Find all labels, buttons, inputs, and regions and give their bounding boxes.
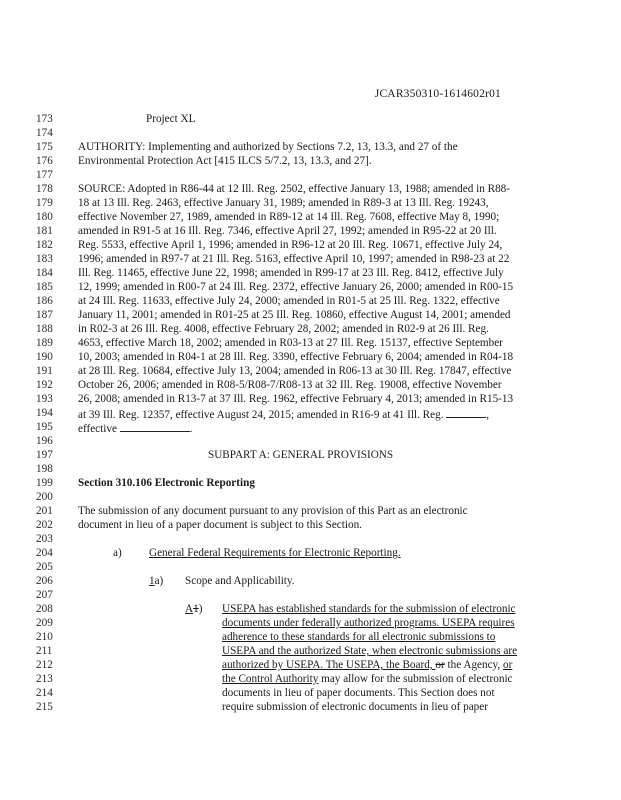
plain-text: the Agency, [444,659,504,671]
line-number: 174 [36,127,53,139]
line-number: 186 [36,295,53,307]
line-number: 175 [36,141,53,153]
subpart-heading: SUBPART A: GENERAL PROVISIONS [208,449,394,461]
punctuation: . [189,423,193,435]
paragraph-heading: Scope and Applicability. [185,575,295,587]
source-text: in R02-3 at 26 Ill. Reg. 4008, effective February 28, 2002; amended in R02-9 at 26 Ill. Reg. [78,323,489,335]
line-181 [0,225,621,238]
line-number: 211 [36,645,53,657]
inserted-text: authorized by USEPA. The USEPA, the Board, [222,659,436,671]
inserted-text: documents under federally authorized programs. USEPA requires [222,617,515,629]
inserted-label: 1 [149,575,155,587]
line-number: 213 [36,673,53,685]
source-text: 12, 1999; amended in R00-7 at 24 Ill. Reg. 2372, effective January 26, 2000; amended in R00-15 [78,281,514,293]
line-212 [0,659,621,672]
line-number: 181 [36,225,53,237]
line-214 [0,687,621,700]
line-number: 195 [36,421,53,433]
line-202 [0,519,621,532]
line-179 [0,197,621,210]
source-text: 4653, effective March 18, 2002; amended in R03-13 at 27 Ill. Reg. 15137, effective September [78,337,503,349]
source-text [78,407,489,422]
section-heading: Section 310.106 Electronic Reporting [78,477,255,489]
line-183 [0,253,621,266]
line-213 [0,673,621,686]
line-number: 205 [36,561,53,573]
source-text: Reg. 5533, effective April 1, 1996; amended in R96-12 at 20 Ill. Reg. 10671, effective July 24, [78,239,503,251]
line-number: 207 [36,589,53,601]
line-207 [0,589,621,602]
line-194 [0,407,621,420]
line-text: Project XL [146,113,196,125]
line-192 [0,379,621,392]
deleted-text: or [435,659,445,671]
line-number: 180 [36,211,53,223]
line-199 [0,477,621,490]
line-number: 215 [36,701,53,713]
line-189 [0,337,621,350]
inserted-text: the Control Authority [222,673,319,685]
inserted-label: A [185,603,194,615]
line-number: 179 [36,197,53,209]
register-page-blank [446,407,486,418]
source-text [78,421,193,436]
line-number: 209 [36,617,53,629]
line-number: 210 [36,631,53,643]
line-number: 192 [36,379,53,391]
line-190 [0,351,621,364]
line-number: 201 [36,505,53,517]
body-text: The submission of any document pursuant to any provision of this Part as an electronic [78,505,468,517]
source-text: 26, 2008; amended in R13-7 at 37 Ill. Reg. 1962, effective February 4, 2013; amended in R15-13 [78,393,514,405]
line-number: 188 [36,323,53,335]
line-number: 198 [36,463,53,475]
authority-text: Environmental Protection Act [415 ILCS 5/7.2, 13, 13.3, and 27]. [78,155,372,167]
line-175 [0,141,621,154]
line-201 [0,505,621,518]
line-188 [0,323,621,336]
line-number: 214 [36,687,53,699]
source-text: amended in R91-5 at 16 Ill. Reg. 7346, effective April 27, 1992; amended in R95-22 at 20 Ill. [78,225,497,237]
line-174 [0,127,621,140]
line-number: 182 [36,239,53,251]
source-text: January 11, 2001; amended in R01-25 at 25 Ill. Reg. 10860, effective August 14, 2001; amended [78,309,511,321]
line-number: 187 [36,309,53,321]
line-195 [0,421,621,434]
line-187 [0,309,621,322]
line-206 [0,575,621,588]
line-178 [0,183,621,196]
line-number: 193 [36,393,53,405]
line-177 [0,169,621,182]
line-210 [0,631,621,644]
inserted-text: USEPA and the authorized State, when electronic submissions are [222,645,518,657]
line-number: 183 [36,253,53,265]
line-number: 212 [36,659,53,671]
line-number: 184 [36,267,53,279]
mixed-text [222,659,512,672]
line-number: 197 [36,449,53,461]
line-205 [0,561,621,574]
line-number: 190 [36,351,53,363]
line-185 [0,281,621,294]
source-text: at 28 Ill. Reg. 10684, effective July 13, 2004; amended in R06-13 at 30 Ill. Reg. 17847, effective [78,365,512,377]
line-number: 173 [36,113,53,125]
inserted-text: USEPA has established standards for the submission of electronic [222,603,516,615]
line-197 [0,449,621,462]
source-text-segment: at 39 Ill. Reg. 12357, effective August 24, 2015; amended in R16-9 at 41 Ill. Reg. [78,409,447,421]
line-200 [0,491,621,504]
body-text: require submission of electronic documents in lieu of paper [222,701,488,713]
line-number: 191 [36,365,53,377]
subsection-heading: General Federal Requirements for Electronic Reporting. [149,547,401,559]
source-text: October 26, 2006; amended in R08-5/R08-7/R08-13 at 32 Ill. Reg. 19008, effective November [78,379,502,391]
source-text: 1996; amended in R97-7 at 21 Ill. Reg. 5163, effective April 10, 1997; amended in R98-23 at 22 [78,253,510,265]
body-text: documents in lieu of paper documents. This Section does not [222,687,495,699]
source-text: at 24 Ill. Reg. 11633, effective July 24, 2000; amended in R01-5 at 25 Ill. Reg. 1322, effective [78,295,500,307]
line-204 [0,547,621,560]
paragraph-label [149,575,163,588]
line-191 [0,365,621,378]
line-198 [0,463,621,476]
source-text-segment: effective [78,423,120,435]
line-182 [0,239,621,252]
line-number: 194 [36,407,53,419]
line-number: 178 [36,183,53,195]
line-180 [0,211,621,224]
effective-date-blank [120,421,190,432]
source-text: SOURCE: Adopted in R86-44 at 12 Ill. Reg. 2502, effective January 13, 1988; amended in R88- [78,183,511,195]
line-209 [0,617,621,630]
line-203 [0,533,621,546]
line-number: 200 [36,491,53,503]
punctuation: , [486,409,490,421]
line-number: 208 [36,603,53,615]
line-193 [0,393,621,406]
inserted-text: or [503,659,513,671]
subsection-label: a) [113,547,122,559]
line-215 [0,701,621,714]
line-number: 199 [36,477,53,489]
line-186 [0,295,621,308]
line-number: 177 [36,169,53,181]
body-text: document in lieu of a paper document is subject to this Section. [78,519,362,531]
authority-text: AUTHORITY: Implementing and authorized by Sections 7.2, 13, 13.3, and 27 of the [78,141,458,153]
document-id: JCAR350310-1614602r01 [374,88,501,100]
line-number: 176 [36,155,53,167]
deleted-label: 1 [193,603,199,615]
source-text: 10, 2003; amended in R04-1 at 28 Ill. Reg. 3390, effective February 6, 2004; amended in R04-18 [78,351,514,363]
line-number: 189 [36,337,53,349]
inserted-text: adherence to these standards for all electronic submissions to [222,631,496,643]
line-173 [0,113,621,126]
line-number: 204 [36,547,53,559]
line-208 [0,603,621,616]
source-text: Ill. Reg. 11465, effective June 22, 1998; amended in R99-17 at 23 Ill. Reg. 8412, effective July [78,267,504,279]
subparagraph-label [185,603,202,616]
line-number: 196 [36,435,53,447]
line-number: 203 [36,533,53,545]
line-176 [0,155,621,168]
line-number: 202 [36,519,53,531]
line-196 [0,435,621,448]
line-211 [0,645,621,658]
source-text: 18 at 13 Ill. Reg. 2463, effective January 31, 1989; amended in R89-3 at 13 Ill. Reg. 19243, [78,197,489,209]
line-number: 206 [36,575,53,587]
label-suffix: ) [198,603,203,615]
plain-text: may allow for the submission of electronic [318,673,513,685]
label-suffix: a) [154,575,164,587]
mixed-text [222,673,513,686]
line-184 [0,267,621,280]
line-number: 185 [36,281,53,293]
source-text: effective November 27, 1989, amended in R89-12 at 14 Ill. Reg. 7608, effective May 8, 1990; [78,211,500,223]
